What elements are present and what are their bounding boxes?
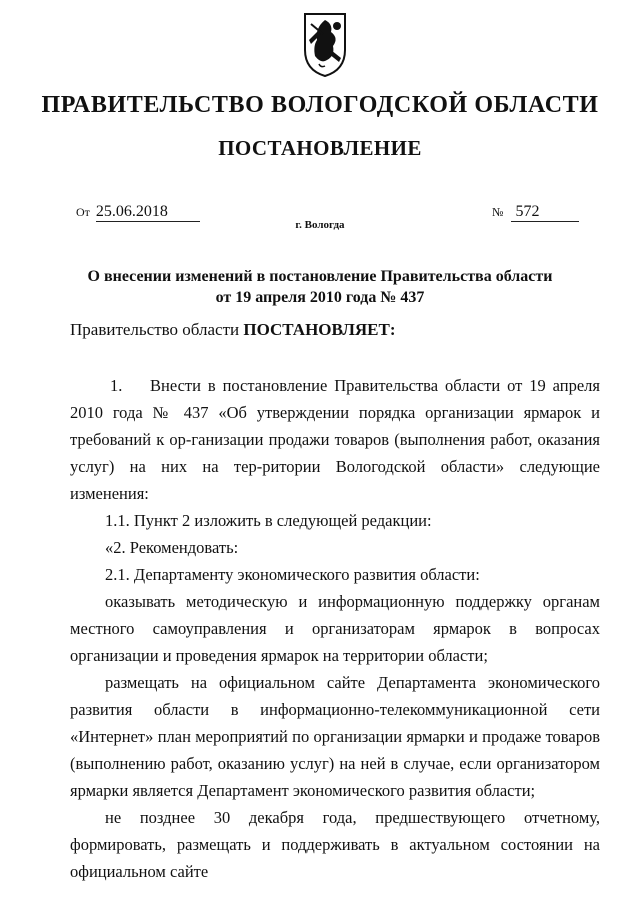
resolution-lead: Правительство области xyxy=(70,320,240,339)
subject-line-2: от 19 апреля 2010 года № 437 xyxy=(215,289,425,306)
paragraph: 1.1. Пункт 2 изложить в следующей редакции: xyxy=(105,511,432,530)
paragraph: «2. Рекомендовать: xyxy=(105,538,239,557)
document-subject xyxy=(80,266,560,308)
vologda-coat-of-arms-icon xyxy=(301,10,349,80)
number-value: 572 xyxy=(511,203,579,222)
date-value: 25.06.2018 xyxy=(96,203,200,222)
paragraph: оказывать методическую и информационную поддержку органам местного самоуправления и организаторам ярмарок в вопросах организации и проведения ярмарок на территории области; xyxy=(70,592,600,665)
item-1-text: Внести в постановление Правительства области от 19 апреля 2010 года № 437 «Об утверждении порядка организации ярмарок и требований к ор-ганизации продажи товаров (выполнения работ, оказания услуг) на них на тер-ритории Вологодской области» следующие изменения: xyxy=(70,376,600,503)
document-type: ПОСТАНОВЛЕНИЕ xyxy=(218,136,422,160)
date-prefix: От xyxy=(76,205,90,219)
resolution-verb: ПОСТАНОВЛЯЕТ: xyxy=(243,320,396,339)
paragraph: 2.1. Департаменту экономического развития области: xyxy=(105,565,480,584)
subject-line-1: О внесении изменений в постановление Правительства области xyxy=(87,268,553,285)
resolution-line xyxy=(70,320,396,340)
paragraph: размещать на официальном сайте Департамента экономического развития области в информационно-телекоммуникационной сети «Интернет» план мероприятий по организации ярмарки и продаже товаров (выполнению работ, оказанию услуг) на ней в случае, если организатором ярмарки является Департамент экономического развития области; xyxy=(70,673,600,800)
org-title: ПРАВИТЕЛЬСТВО ВОЛОГОДСКОЙ ОБЛАСТИ xyxy=(41,92,599,118)
paragraph-item-1 xyxy=(70,372,600,507)
city-label: г. Вологда xyxy=(295,219,345,231)
document-body xyxy=(70,372,600,885)
number-prefix: № xyxy=(492,205,504,219)
item-1-number: 1. xyxy=(110,376,123,395)
paragraph: не позднее 30 декабря года, предшествующего отчетному, формировать, размещать и поддерживать в актуальном состоянии на официальном сайте xyxy=(70,808,600,881)
